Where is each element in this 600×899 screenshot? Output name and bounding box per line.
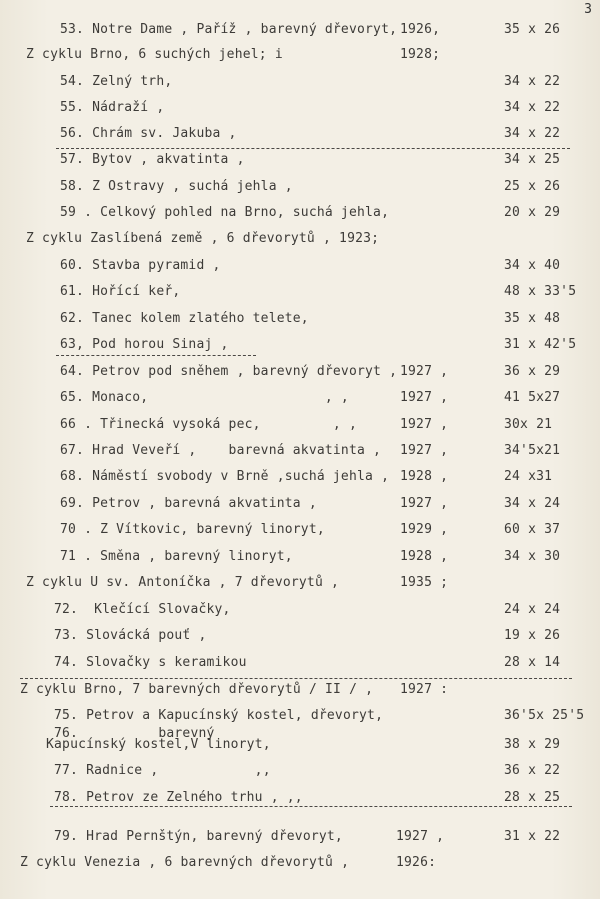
entry-dimensions: 30x 21: [504, 417, 553, 432]
entry-dimensions: 48 x 33'5: [504, 284, 577, 299]
entry-year: 1928;: [400, 47, 441, 62]
entry-dimensions: 20 x 29: [504, 205, 561, 220]
entry-text: 66 . Třinecká vysoká pec, , ,: [60, 417, 357, 432]
entry-text: 73. Slovácká pouť ,: [54, 628, 207, 643]
catalog-line: [0, 602, 600, 622]
entry-year: 1927 ,: [400, 496, 449, 511]
catalog-line: [0, 205, 600, 225]
entry-text: 62. Tanec kolem zlatého telete,: [60, 311, 309, 326]
dashed-separator: [56, 355, 256, 356]
catalog-line: [0, 337, 600, 357]
catalog-line: [0, 496, 600, 516]
entry-dimensions: 34 x 25: [504, 152, 561, 167]
entry-text: 63, Pod horou Sinaj ,: [60, 337, 229, 352]
entry-dimensions: 34 x 22: [504, 74, 561, 89]
page-number: 3: [584, 2, 592, 17]
entry-text: 64. Petrov pod sněhem , barevný dřevoryt ,: [60, 364, 398, 379]
entry-dimensions: 31 x 42'5: [504, 337, 577, 352]
entry-text: 59 . Celkový pohled na Brno, suchá jehla,: [60, 205, 390, 220]
entry-text: Z cyklu Brno, 6 suchých jehel; i: [26, 47, 283, 62]
entry-text: 77. Radnice , ,,: [54, 763, 271, 778]
catalog-line: [0, 655, 600, 675]
entry-year: 1927 ,: [400, 417, 449, 432]
entry-text: 78. Petrov ze Zelného trhu , ,,: [54, 790, 303, 805]
catalog-line: [0, 790, 600, 810]
entry-dimensions: 24 x 24: [504, 602, 561, 617]
catalog-line: [0, 311, 600, 331]
entry-dimensions: 34 x 30: [504, 549, 561, 564]
entry-dimensions: 34 x 22: [504, 100, 561, 115]
entry-dimensions: 34 x 24: [504, 496, 561, 511]
entry-dimensions: 25 x 26: [504, 179, 561, 194]
catalog-line: [0, 417, 600, 437]
catalog-line: [0, 100, 600, 120]
entry-year: 1926:: [396, 855, 437, 870]
entry-dimensions: 34'5x21: [504, 443, 561, 458]
entry-text: 60. Stavba pyramid ,: [60, 258, 221, 273]
entry-dimensions: 31 x 22: [504, 829, 561, 844]
catalog-line: [0, 47, 600, 67]
catalog-line: [0, 152, 600, 172]
catalog-line: [0, 522, 600, 542]
entry-text: 71 . Směna , barevný linoryt,: [60, 549, 293, 564]
catalog-line: [0, 737, 600, 757]
entry-text: Kapucínský kostel,V linoryt,: [46, 737, 271, 752]
entry-text: 53. Notre Dame , Paříž , barevný dřevoryt,: [60, 22, 398, 37]
entry-year: 1928 ,: [400, 549, 449, 564]
entry-text: 55. Nádraží ,: [60, 100, 165, 115]
entry-text: 54. Zelný trh,: [60, 74, 173, 89]
entry-year: 1926,: [400, 22, 441, 37]
entry-text: 67. Hrad Veveří , barevná akvatinta ,: [60, 443, 382, 458]
entry-dimensions: 35 x 48: [504, 311, 561, 326]
entry-text: Z cyklu Venezia , 6 barevných dřevorytů ,: [20, 855, 350, 870]
catalog-line: [0, 763, 600, 783]
catalog-line: [0, 469, 600, 489]
catalog-line: [0, 22, 600, 42]
entry-text: 76. barevný: [54, 726, 215, 741]
entry-dimensions: 34 x 40: [504, 258, 561, 273]
catalog-line: [0, 575, 600, 595]
catalog-line: [0, 231, 600, 251]
dashed-separator: [50, 806, 572, 807]
entry-dimensions: 41 5x27: [504, 390, 561, 405]
entry-text: 74. Slovačky s keramikou: [54, 655, 247, 670]
entry-dimensions: 36'5x 25'5: [504, 708, 585, 723]
entry-year: 1928 ,: [400, 469, 449, 484]
entry-dimensions: 28 x 25: [504, 790, 561, 805]
entry-text: 68. Náměstí svobody v Brně ,suchá jehla ,: [60, 469, 390, 484]
catalog-line: [0, 258, 600, 278]
entry-text: 79. Hrad Pernštýn, barevný dřevoryt,: [54, 829, 343, 844]
catalog-line: [0, 682, 600, 702]
entry-year: 1927 ,: [400, 364, 449, 379]
entry-dimensions: 24 x31: [504, 469, 553, 484]
entry-text: 57. Bytov , akvatinta ,: [60, 152, 245, 167]
entry-dimensions: 28 x 14: [504, 655, 561, 670]
entry-text: 56. Chrám sv. Jakuba ,: [60, 126, 237, 141]
entry-year: 1927 ,: [396, 829, 445, 844]
entry-dimensions: 34 x 22: [504, 126, 561, 141]
entry-dimensions: 19 x 26: [504, 628, 561, 643]
dashed-separator: [56, 148, 570, 149]
entry-year: 1927 :: [400, 682, 449, 697]
catalog-line: [0, 829, 600, 849]
entry-dimensions: 36 x 29: [504, 364, 561, 379]
entry-text: 72. Klečící Slovačky,: [54, 602, 231, 617]
catalog-line: [0, 628, 600, 648]
entry-year: 1935 ;: [400, 575, 449, 590]
catalog-line: [0, 390, 600, 410]
catalog-line: [0, 443, 600, 463]
catalog-line: [0, 126, 600, 146]
entry-text: Z cyklu Zaslíbená země , 6 dřevorytů , 1923;: [26, 231, 380, 246]
entry-text: Z cyklu U sv. Antoníčka , 7 dřevorytů ,: [26, 575, 340, 590]
catalog-line: [0, 364, 600, 384]
entry-dimensions: 38 x 29: [504, 737, 561, 752]
entry-dimensions: 35 x 26: [504, 22, 561, 37]
catalog-line: [0, 179, 600, 199]
entry-year: 1927 ,: [400, 443, 449, 458]
entry-year: 1927 ,: [400, 390, 449, 405]
entry-text: 69. Petrov , barevná akvatinta ,: [60, 496, 317, 511]
catalog-line: [0, 549, 600, 569]
catalog-line: [0, 855, 600, 875]
entry-dimensions: 36 x 22: [504, 763, 561, 778]
entry-year: 1929 ,: [400, 522, 449, 537]
entry-text: 75. Petrov a Kapucínský kostel, dřevoryt,: [54, 708, 384, 723]
entry-text: 61. Hořící keř,: [60, 284, 181, 299]
catalog-line: [0, 708, 600, 728]
entry-text: 65. Monaco, , ,: [60, 390, 349, 405]
dashed-separator: [20, 678, 572, 679]
entry-text: Z cyklu Brno, 7 barevných dřevorytů / II / ,: [20, 682, 374, 697]
catalog-line: [0, 74, 600, 94]
entry-text: 58. Z Ostravy , suchá jehla ,: [60, 179, 293, 194]
catalog-line: [0, 284, 600, 304]
entry-dimensions: 60 x 37: [504, 522, 561, 537]
entry-text: 70 . Z Vítkovic, barevný linoryt,: [60, 522, 325, 537]
